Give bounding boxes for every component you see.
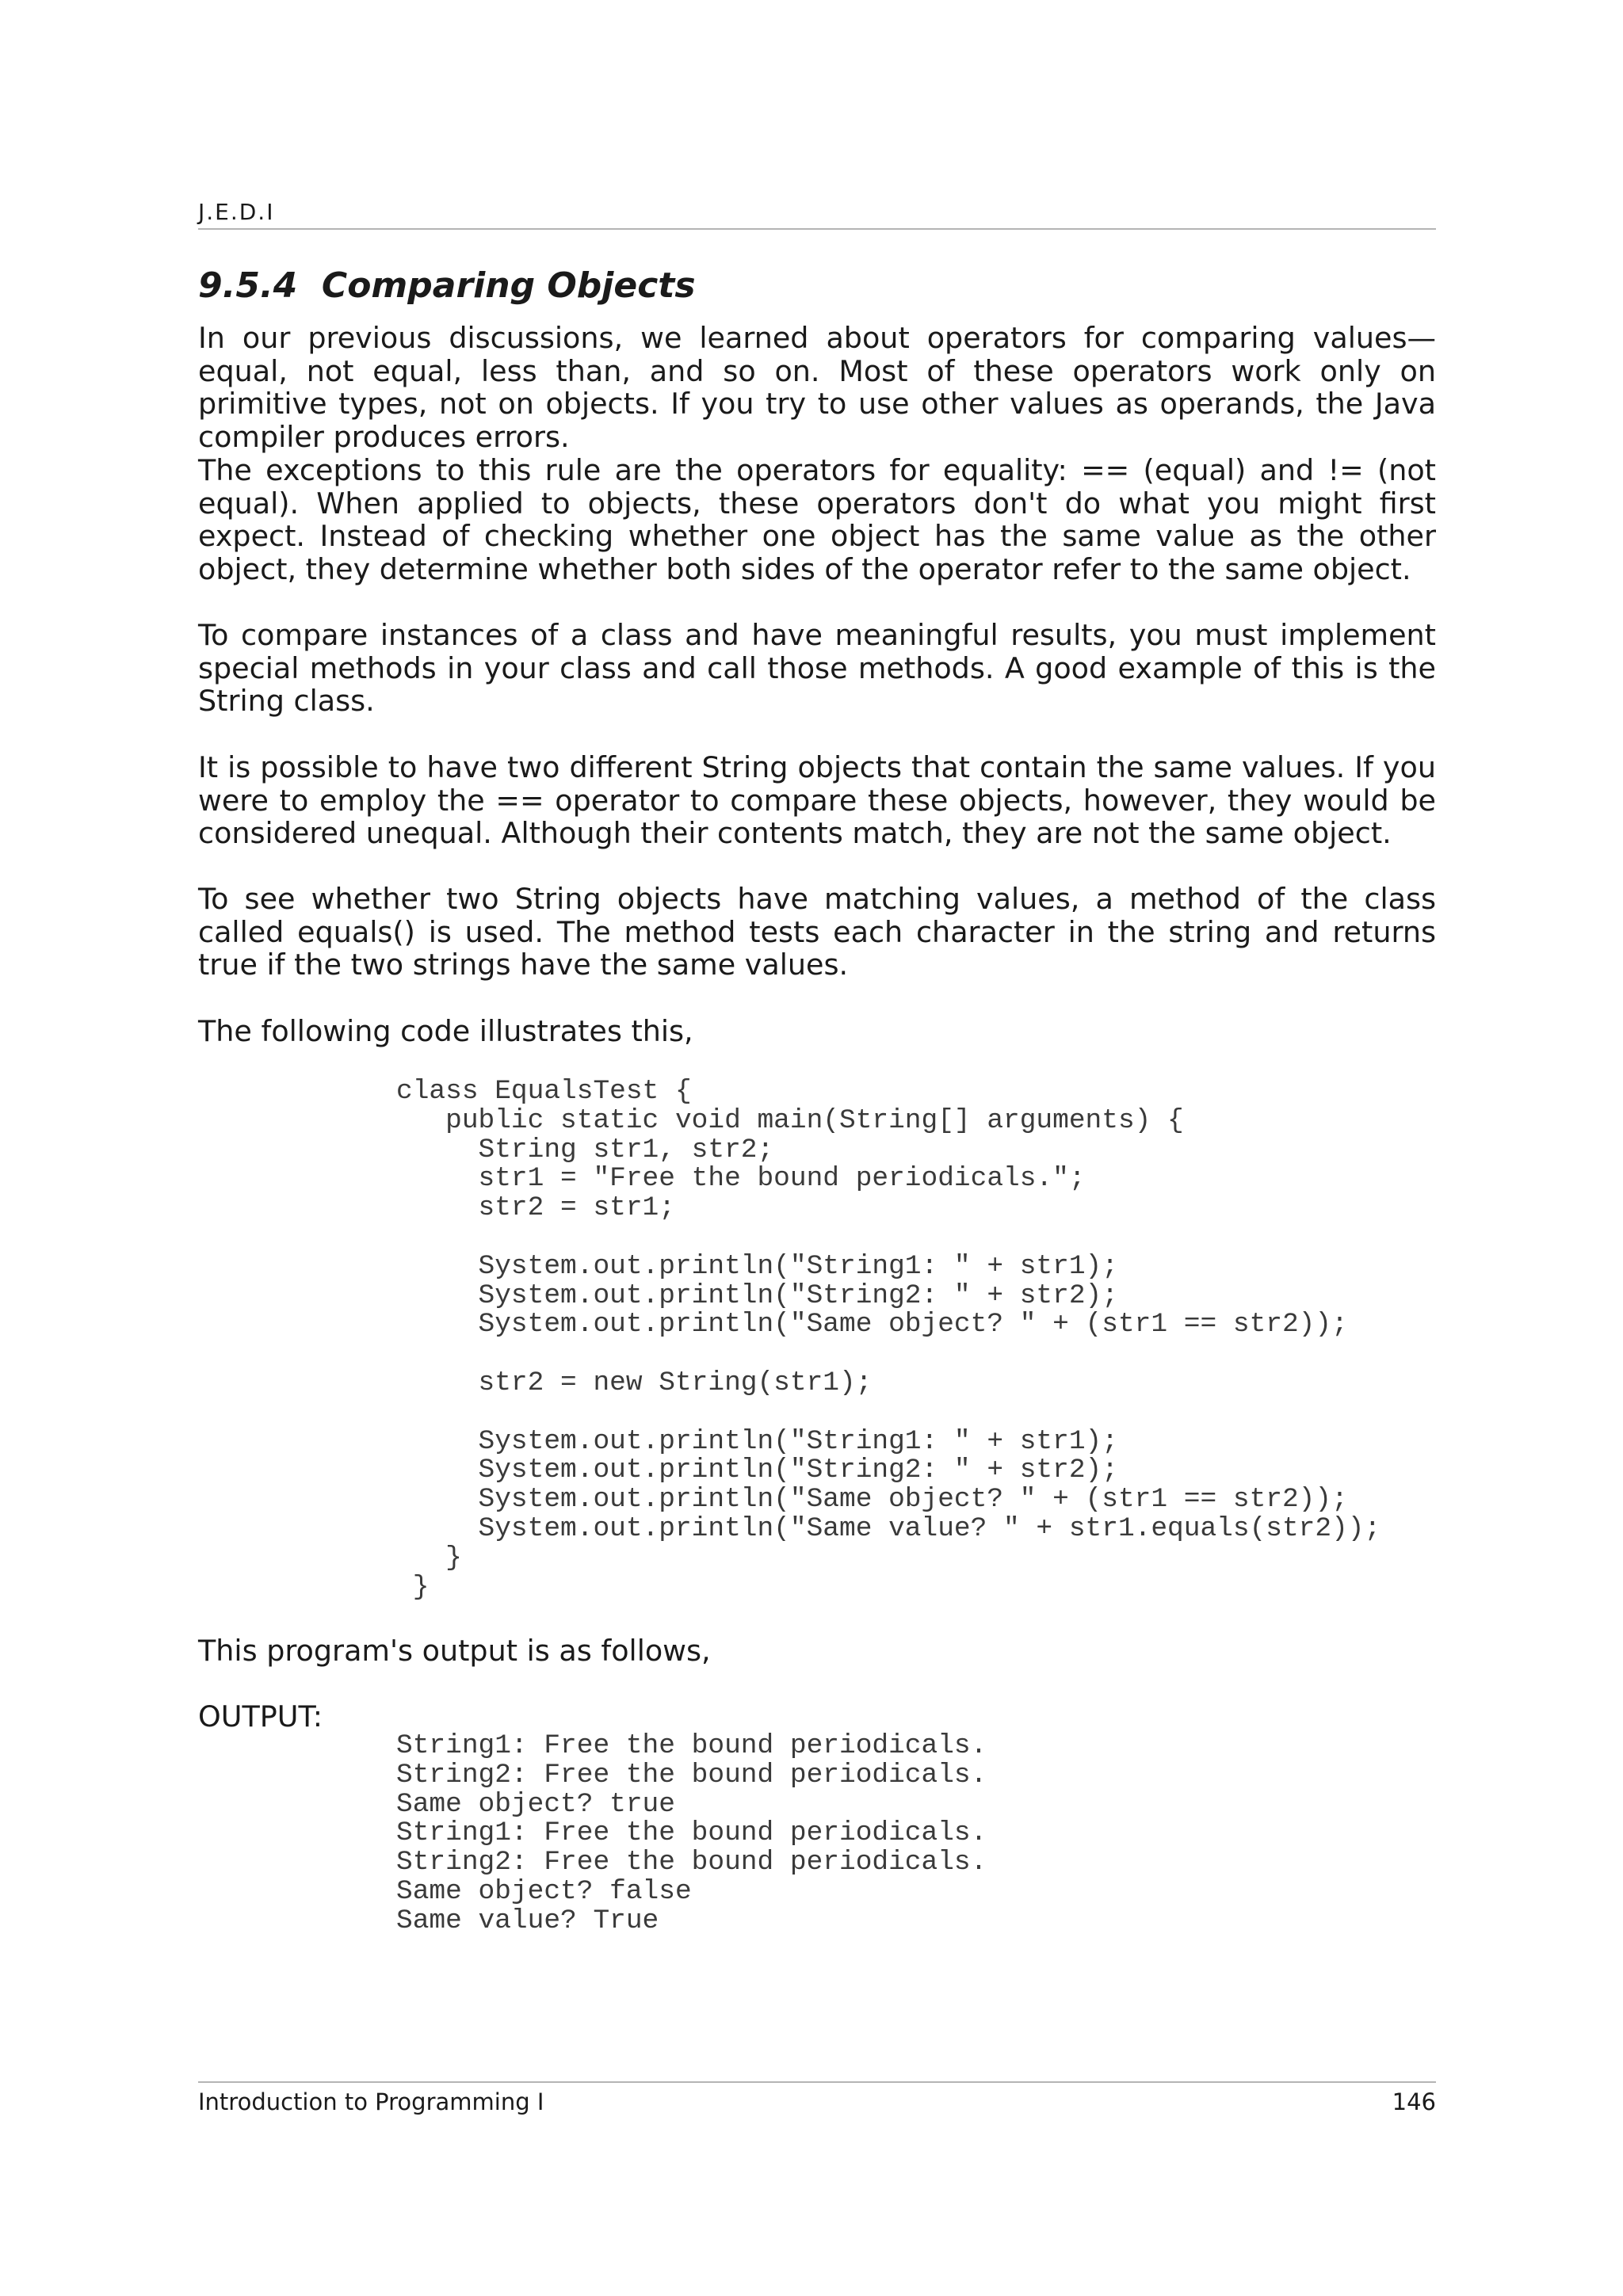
document-page <box>198 0 1436 2296</box>
paragraph-equality-exceptions: The exceptions to this rule are the operators for equality: == (equal) and != (not equal). When applied to objects, these operators don't do what you might first expect. Instead of checking whether one object has the same value as the other object, they determine whether both sides of the operator refer to the same object. <box>198 453 1436 586</box>
footer-title: Introduction to Programming I <box>198 2088 544 2115</box>
output-label: OUTPUT: <box>198 1699 323 1733</box>
header-divider <box>198 228 1436 230</box>
paragraph-comparing-operators: In our previous discussions, we learned about operators for comparing values—equal, not equal, less than, and so on. Most of these operators work only on primitive types, not on objects. If you try to use other values as operands, the Java compiler produces errors. <box>198 321 1436 454</box>
page-number: 146 <box>1392 2088 1436 2115</box>
program-output: String1: Free the bound periodicals. String2: Free the bound periodicals. Same object? true String1: Free the bound periodicals. String2: Free the bound periodicals. Same object? false Same value? True <box>396 1730 987 1936</box>
footer-divider <box>198 2081 1436 2083</box>
section-title: 9.5.4 Comparing Objects <box>198 265 696 306</box>
paragraph-equals-method: To see whether two String objects have matching values, a method of the class called equals() is used. The method tests each character in the string and returns true if the two strings have the same values. <box>198 882 1436 982</box>
code-listing: class EqualsTest { public static void main(String[] arguments) { String str1, str2; str1 = "Free the bound periodicals."; str2 = str1; System.out.println("String1: " + str1); System.out.println("String2: " + str2); System.out.println("Same object? " + (str1 == str2)); str2 = new String(str1); System.out.println("String1: " + str1); System.out.println("String2: " + str2); System.out.println("Same object? " + (str1 == str2)); System.out.println("Same value? " + str1.equals(str2)); } } <box>396 1076 1381 1603</box>
paragraph-output-intro: This program's output is as follows, <box>198 1634 711 1668</box>
running-header: J.E.D.I <box>198 199 275 225</box>
paragraph-special-methods: To compare instances of a class and have meaningful results, you must implement special methods in your class and call those methods. A good example of this is the String class. <box>198 618 1436 718</box>
paragraph-code-intro: The following code illustrates this, <box>198 1014 693 1048</box>
paragraph-string-objects: It is possible to have two different String objects that contain the same values. If you were to employ the == operator to compare these objects, however, they would be considered unequal. Although their contents match, they are not the same object. <box>198 750 1436 850</box>
